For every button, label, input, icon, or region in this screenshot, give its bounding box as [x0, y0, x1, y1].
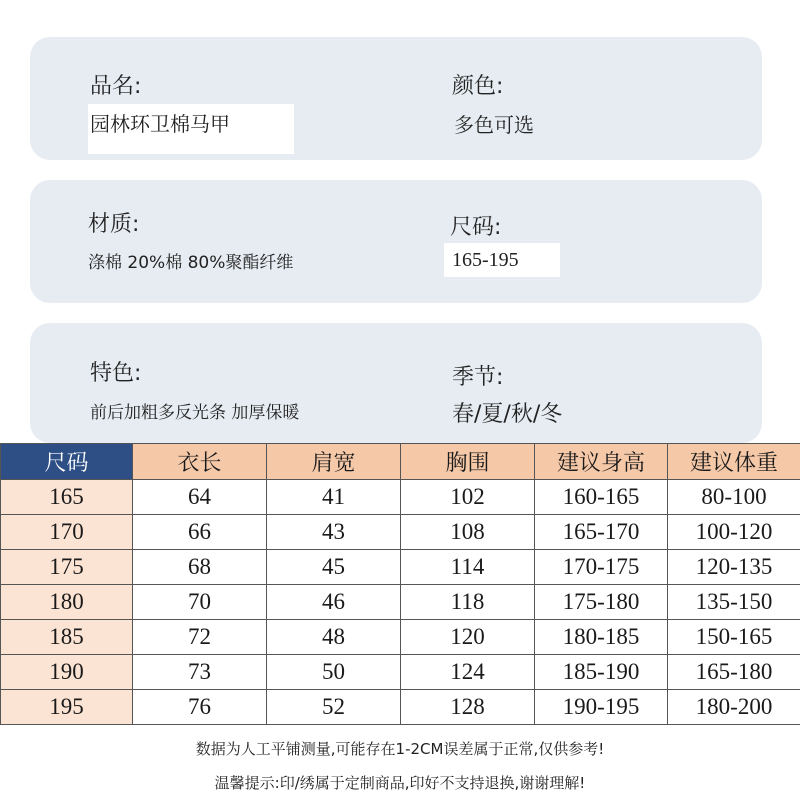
material-value: 涤棉 20%棉 80%聚酯纤维: [88, 253, 294, 273]
table-cell: 48: [267, 620, 401, 655]
column-header: 建议体重: [668, 444, 800, 480]
table-cell: 108: [401, 515, 535, 550]
feature-value: 前后加粗多反光条 加厚保暖: [90, 403, 300, 423]
table-cell: 41: [267, 480, 401, 515]
table-cell: 66: [133, 515, 267, 550]
table-cell: 150-165: [668, 620, 800, 655]
material-label: 材质:: [88, 212, 140, 237]
table-cell: 120: [401, 620, 535, 655]
column-header: 尺码: [1, 444, 133, 480]
table-cell: 165-180: [668, 655, 800, 690]
size-value: 165-195: [444, 243, 560, 277]
table-cell: 118: [401, 585, 535, 620]
color-label: 颜色:: [452, 74, 504, 99]
table-cell: 135-150: [668, 585, 800, 620]
feature-label: 特色:: [90, 361, 142, 386]
table-row: [1, 515, 800, 550]
column-header: 肩宽: [267, 444, 401, 480]
size-chart-table: [0, 443, 800, 725]
measurement-note: 数据为人工平铺测量,可能存在1-2CM误差属于正常,仅供参考!: [195, 740, 605, 758]
table-cell: 180-200: [668, 690, 800, 725]
table-cell: 175-180: [535, 585, 668, 620]
table-row: [1, 550, 800, 585]
table-cell: 120-135: [668, 550, 800, 585]
table-cell: 190-195: [535, 690, 668, 725]
name-label: 品名:: [90, 74, 142, 99]
table-header-row: [1, 444, 800, 480]
table-cell: 185: [1, 620, 133, 655]
color-value: 多色可选: [454, 113, 534, 137]
table-row: [1, 655, 800, 690]
info-card-name-color: [30, 37, 762, 160]
table-cell: 180-185: [535, 620, 668, 655]
table-row: [1, 620, 800, 655]
table-cell: 80-100: [668, 480, 800, 515]
table-cell: 72: [133, 620, 267, 655]
table-cell: 114: [401, 550, 535, 585]
table-cell: 165-170: [535, 515, 668, 550]
table-cell: 124: [401, 655, 535, 690]
custom-order-note: 温馨提示:印/绣属于定制商品,印好不支持退换,谢谢理解!: [214, 774, 586, 792]
table-cell: 52: [267, 690, 401, 725]
table-cell: 170-175: [535, 550, 668, 585]
season-value: 春/夏/秋/冬: [452, 402, 563, 427]
info-card-feature-season: [30, 323, 762, 443]
size-label: 尺码:: [450, 215, 502, 240]
table-cell: 64: [133, 480, 267, 515]
table-cell: 160-165: [535, 480, 668, 515]
column-header: 衣长: [133, 444, 267, 480]
table-cell: 45: [267, 550, 401, 585]
table-cell: 70: [133, 585, 267, 620]
table-row: [1, 690, 800, 725]
table-cell: 50: [267, 655, 401, 690]
table-cell: 68: [133, 550, 267, 585]
table-cell: 165: [1, 480, 133, 515]
column-header: 建议身高: [535, 444, 668, 480]
table-cell: 190: [1, 655, 133, 690]
table-cell: 175: [1, 550, 133, 585]
table-cell: 73: [133, 655, 267, 690]
info-card-material-size: [30, 180, 762, 303]
table-cell: 128: [401, 690, 535, 725]
table-cell: 100-120: [668, 515, 800, 550]
table-cell: 180: [1, 585, 133, 620]
column-header: 胸围: [401, 444, 535, 480]
table-cell: 76: [133, 690, 267, 725]
table-row: [1, 480, 800, 515]
table-cell: 43: [267, 515, 401, 550]
table-cell: 195: [1, 690, 133, 725]
table-row: [1, 585, 800, 620]
name-value: 园林环卫棉马甲: [88, 104, 294, 154]
table-cell: 46: [267, 585, 401, 620]
table-cell: 102: [401, 480, 535, 515]
table-cell: 185-190: [535, 655, 668, 690]
season-label: 季节:: [452, 365, 504, 390]
table-cell: 170: [1, 515, 133, 550]
